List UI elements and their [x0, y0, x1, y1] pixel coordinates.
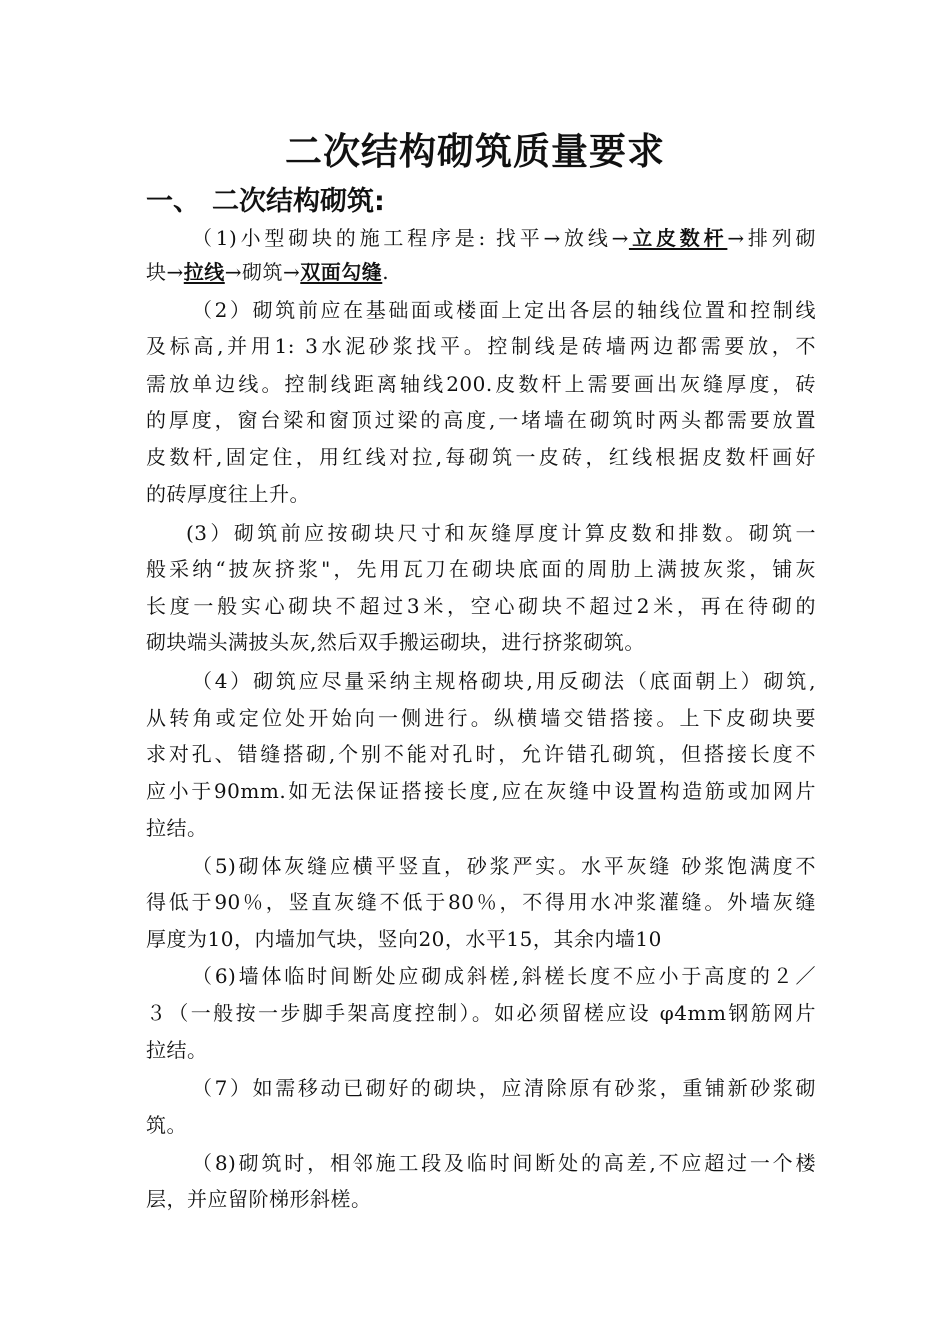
paragraph-2-line: （2）砌筑前应在基础面或楼面上定出各层的轴线位置和控制线 — [192, 298, 816, 322]
paragraph-3-line: 般采纳“披灰挤浆"，先用瓦刀在砌块底面的周肋上满披灰浆，铺灰 — [146, 557, 816, 581]
paragraph-2-line: 的砖厚度往上升。 — [146, 482, 310, 506]
paragraph-2-line: 需放单边线。控制线距离轴线200.皮数杆上需要画出灰缝厚度，砖 — [146, 372, 816, 396]
paragraph-2-line: 皮数杆,固定住，用红线对拉,每砌筑一皮砖，红线根据皮数杆画好 — [146, 445, 816, 469]
paragraph-6-line: 拉结。 — [146, 1038, 208, 1062]
paragraph-2-line: 的厚度，窗台梁和窗顶过梁的高度,一堵墙在砌筑时两头都需要放置 — [146, 408, 816, 432]
p1-underlined-term: 拉线 — [183, 260, 225, 284]
paragraph-4-line: 应小于90mm.如无法保证搭接长度,应在灰缝中设置构造筋或加网片 — [146, 779, 816, 803]
page-title: 二次结构砌筑质量要求 — [285, 130, 665, 173]
paragraph-4-line: （4）砌筑应尽量采纳主规格砌块,用反砌法（底面朝上）砌筑, — [192, 669, 816, 693]
section-heading — [146, 180, 385, 224]
paragraph-3-line: 长度一般实心砌块不超过3米，空心砌块不超过2米，再在待砌的 — [146, 594, 816, 618]
p1-text-c: 块→ — [146, 260, 184, 284]
paragraph-6-line: ３（一般按一步脚手架高度控制）。如必须留槎应设 φ4mm钢筋网片 — [146, 1001, 816, 1025]
paragraph-5-line: 厚度为10，内墙加气块，竖向20，水平15，其余内墙10 — [146, 927, 662, 951]
paragraph-1-line-1 — [192, 222, 816, 254]
paragraph-6-line: （6)墙体临时间断处应砌成斜槎,斜槎长度不应小于高度的２／ — [192, 964, 816, 988]
section-number: 一、 — [146, 186, 200, 217]
p1-text-d: →砌筑→ — [224, 260, 301, 284]
p1-text-e: . — [382, 260, 390, 284]
paragraph-2-line: 及标高,并用1: 3水泥砂浆找平。控制线是砖墙两边都需要放，不 — [146, 334, 816, 358]
p1-text-a: （1)小型砌块的施工程序是: 找平→放线→ — [192, 226, 629, 250]
paragraph-4-line: 求对孔、错缝搭砌,个别不能对孔时，允许错孔砌筑，但搭接长度不 — [146, 742, 816, 766]
paragraph-3-line: 砌块端头满披头灰,然后双手搬运砌块，进行挤浆砌筑。 — [146, 630, 645, 654]
paragraph-8-line: 层，并应留阶梯形斜槎。 — [146, 1187, 372, 1211]
paragraph-5-line: （5)砌体灰缝应横平竖直，砂浆严实。水平灰缝 砂浆饱满度不 — [192, 854, 816, 878]
p1-underlined-term: 立皮数杆 — [628, 226, 728, 250]
paragraph-1-line-2 — [146, 256, 816, 288]
p1-text-b: →排列砌 — [727, 226, 817, 250]
paragraph-8-line: （8)砌筑时，相邻施工段及临时间断处的高差,不应超过一个楼 — [192, 1151, 816, 1175]
paragraph-4-line: 拉结。 — [146, 816, 208, 840]
paragraph-7-line: （7）如需移动已砌好的砌块，应清除原有砂浆，重铺新砂浆砌 — [192, 1076, 816, 1100]
section-title: 二次结构砌筑: — [212, 186, 385, 217]
p1-underlined-term: 双面勾缝 — [300, 260, 383, 284]
paragraph-4-line: 从转角或定位处开始向一侧进行。纵横墙交错搭接。上下皮砌块要 — [146, 706, 816, 730]
paragraph-7-line: 筑。 — [146, 1113, 187, 1137]
paragraph-5-line: 得低于90％，竖直灰缝不低于80％，不得用水冲浆灌缝。外墙灰缝 — [146, 890, 816, 914]
paragraph-3-line: (3）砌筑前应按砌块尺寸和灰缝厚度计算皮数和排数。砌筑一 — [186, 521, 816, 545]
